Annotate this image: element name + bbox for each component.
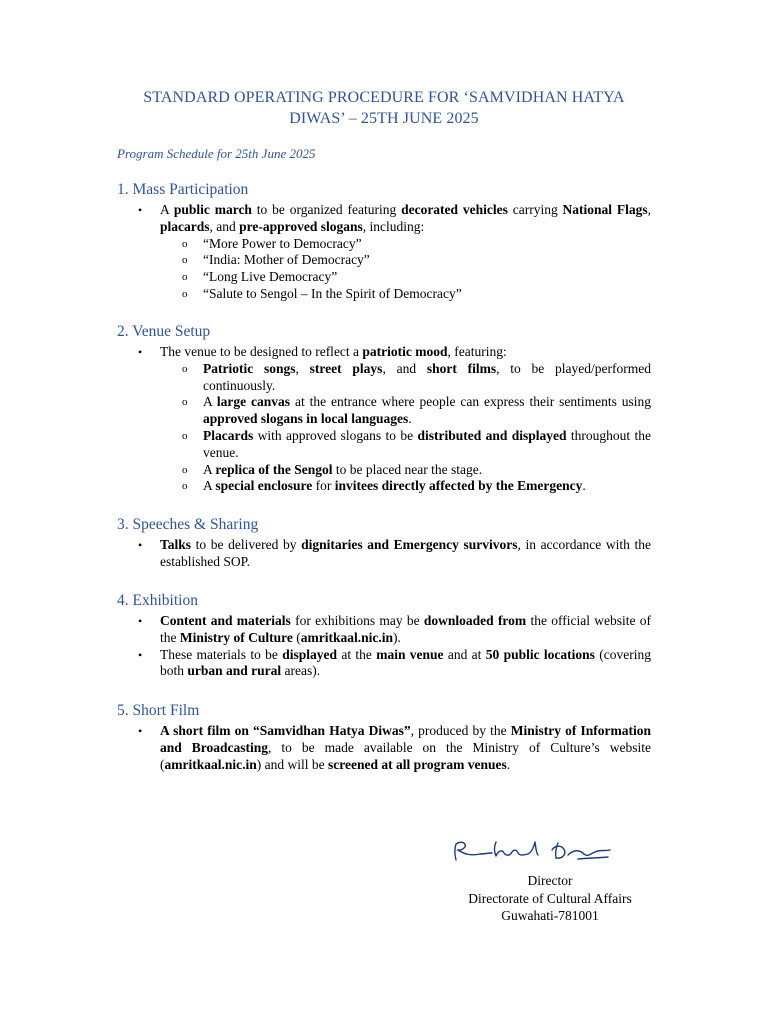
- sub-list: [160, 361, 651, 495]
- section-heading: 4. Exhibition: [117, 592, 198, 609]
- bullet-icon: •: [138, 345, 143, 359]
- sub-item-text: A special enclosure for invitees directly affected by the Emergency.: [203, 478, 586, 494]
- sub-item-text: Patriotic songs, street plays, and short films, to be played/performed continuously.: [203, 360, 651, 393]
- sub-item: [160, 478, 651, 495]
- signoff-office: Directorate of Cultural Affairs: [468, 890, 632, 906]
- section-heading: 2. Venue Setup: [117, 323, 211, 340]
- title-line-1: STANDARD OPERATING PROCEDURE FOR ‘SAMVIDHAN HATYA: [143, 89, 625, 106]
- section-heading: 5. Short Film: [117, 702, 200, 719]
- title-line-2: DIWAS’ – 25TH JUNE 2025: [289, 110, 479, 127]
- handwritten-signature: [450, 836, 620, 870]
- sub-item-text: “More Power to Democracy”: [203, 235, 362, 251]
- signoff-block: [430, 872, 670, 925]
- bullet-list: [117, 537, 651, 571]
- sub-item: [160, 428, 651, 462]
- circle-bullet-icon: o: [182, 463, 188, 476]
- bullet-text: A short film on “Samvidhan Hatya Diwas”, produced by the Ministry of Information and Broadcasting, to be made available on the Ministry of Culture’s website (amritkaal.nic.in) and will be screened at all program venues.: [160, 723, 651, 772]
- circle-bullet-icon: o: [182, 271, 188, 284]
- bullet-icon: •: [138, 614, 143, 628]
- bullet-item: [117, 344, 651, 495]
- program-schedule-subtitle: Program Schedule for 25th June 2025: [117, 146, 316, 161]
- circle-bullet-icon: o: [182, 480, 188, 493]
- section-heading: 3. Speeches & Sharing: [117, 516, 259, 533]
- signoff-designation: Director: [527, 873, 573, 888]
- circle-bullet-icon: o: [182, 429, 188, 442]
- sub-item: [160, 286, 651, 303]
- sub-item-text: “Salute to Sengol – In the Spirit of Democracy”: [203, 285, 462, 301]
- section-exhibition: [117, 591, 651, 680]
- signoff-location: Guwahati-781001: [501, 908, 599, 923]
- bullet-item: [117, 537, 651, 571]
- circle-bullet-icon: o: [182, 237, 188, 250]
- bullet-item: [117, 723, 651, 773]
- bullet-icon: •: [138, 724, 143, 738]
- bullet-text: The venue to be designed to reflect a patriotic mood, featuring:: [160, 344, 507, 359]
- sub-item: [160, 394, 651, 428]
- sub-item-text: Placards with approved slogans to be distributed and displayed throughout the venue.: [203, 427, 651, 460]
- circle-bullet-icon: o: [182, 254, 188, 267]
- document-title: [0, 87, 768, 129]
- section-mass-participation: [117, 180, 651, 303]
- sub-item: [160, 236, 651, 253]
- circle-bullet-icon: o: [182, 287, 188, 300]
- sub-item: [160, 361, 651, 395]
- section-short-film: [117, 701, 651, 773]
- bullet-icon: •: [138, 538, 143, 552]
- bullet-icon: •: [138, 647, 143, 662]
- section-heading: 1. Mass Participation: [117, 181, 249, 198]
- sub-item-text: “Long Live Democracy”: [203, 269, 338, 285]
- sub-item: [160, 252, 651, 269]
- bullet-list: [117, 202, 651, 303]
- bullet-text: Content and materials for exhibitions may be downloaded from the official website of the Ministry of Culture (amritkaal.nic.in).: [160, 613, 651, 645]
- section-speeches-sharing: [117, 515, 651, 571]
- bullet-text: A public march to be organized featuring decorated vehicles carrying National Flags, placards, and pre-approved slogans, including:: [160, 202, 652, 234]
- bullet-item: [117, 202, 651, 303]
- bullet-text: These materials to be displayed at the main venue and at 50 public locations (covering both urban and rural areas).: [160, 646, 651, 679]
- bullet-item: [117, 613, 651, 647]
- circle-bullet-icon: o: [182, 396, 188, 409]
- sub-item: [160, 462, 651, 479]
- sub-item-text: “India: Mother of Democracy”: [203, 252, 370, 268]
- bullet-list: [117, 723, 651, 773]
- bullet-list: [117, 613, 651, 680]
- bullet-icon: •: [138, 203, 143, 217]
- section-venue-setup: [117, 322, 651, 495]
- sub-item-text: A large canvas at the entrance where people can express their sentiments using approved slogans in local languages.: [203, 394, 651, 427]
- sub-item-text: A replica of the Sengol to be placed near the stage.: [203, 461, 483, 477]
- bullet-item: [117, 647, 651, 681]
- bullet-list: [117, 344, 651, 495]
- bullet-text: Talks to be delivered by dignitaries and Emergency survivors, in accordance with the established SOP.: [160, 537, 651, 569]
- circle-bullet-icon: o: [182, 362, 188, 375]
- sub-item: [160, 269, 651, 286]
- sub-list: [160, 236, 651, 303]
